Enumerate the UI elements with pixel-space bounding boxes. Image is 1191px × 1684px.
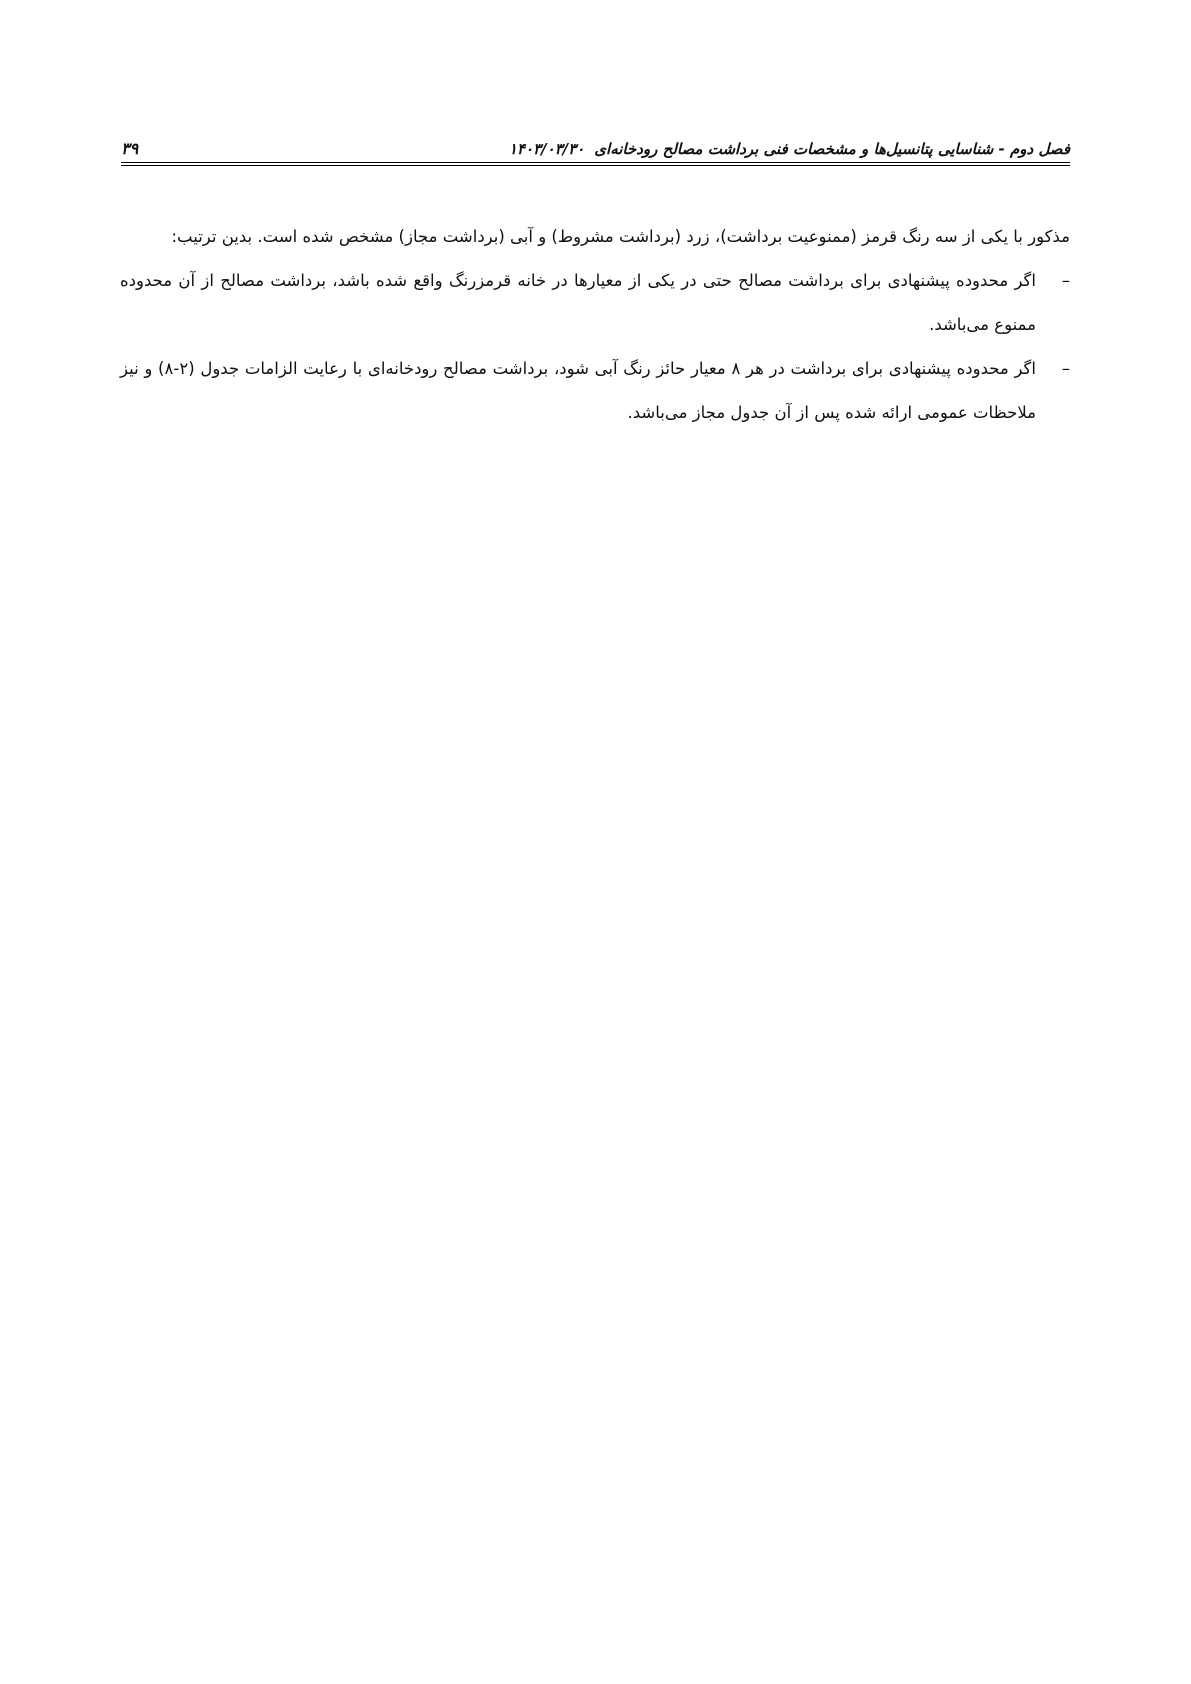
bullet-dash: – xyxy=(1061,359,1070,378)
bullet-text: اگر محدوده پیشنهادی برای برداشت در هر ۸ معیار حائز رنگ آبی شود، برداشت مصالح رودخانه‌ای با رعایت الزامات جدول (۲-۸) و نیز ملاحظات عمومی ارائه شده پس از آن جدول مجاز می‌باشد. xyxy=(120,359,1036,422)
bullet-item xyxy=(120,347,1070,435)
header-date: ۱۴۰۳/۰۳/۳۰ xyxy=(508,140,585,158)
header-title-text: فصل دوم - شناسایی پتانسیل‌ها و مشخصات فنی برداشت مصالح رودخانه‌ای xyxy=(594,140,1070,158)
bullet-dash: – xyxy=(1061,271,1070,290)
page-header xyxy=(121,126,1070,166)
body-text xyxy=(120,215,1070,435)
bullet-text: اگر محدوده پیشنهادی برای برداشت مصالح حتی در یکی از معیارها در خانه قرمزرنگ واقع شده باشد، برداشت مصالح از آن محدوده ممنوع می‌باشد. xyxy=(120,271,1036,334)
intro-paragraph: مذکور با یکی از سه رنگ قرمز (ممنوعیت برداشت)، زرد (برداشت مشروط) و آبی (برداشت مجاز) مشخص شده است. بدین ترتیب: xyxy=(171,227,1070,246)
page-number: ۳۹ xyxy=(121,139,139,158)
header-title xyxy=(509,140,1070,158)
bullet-item xyxy=(120,259,1070,347)
